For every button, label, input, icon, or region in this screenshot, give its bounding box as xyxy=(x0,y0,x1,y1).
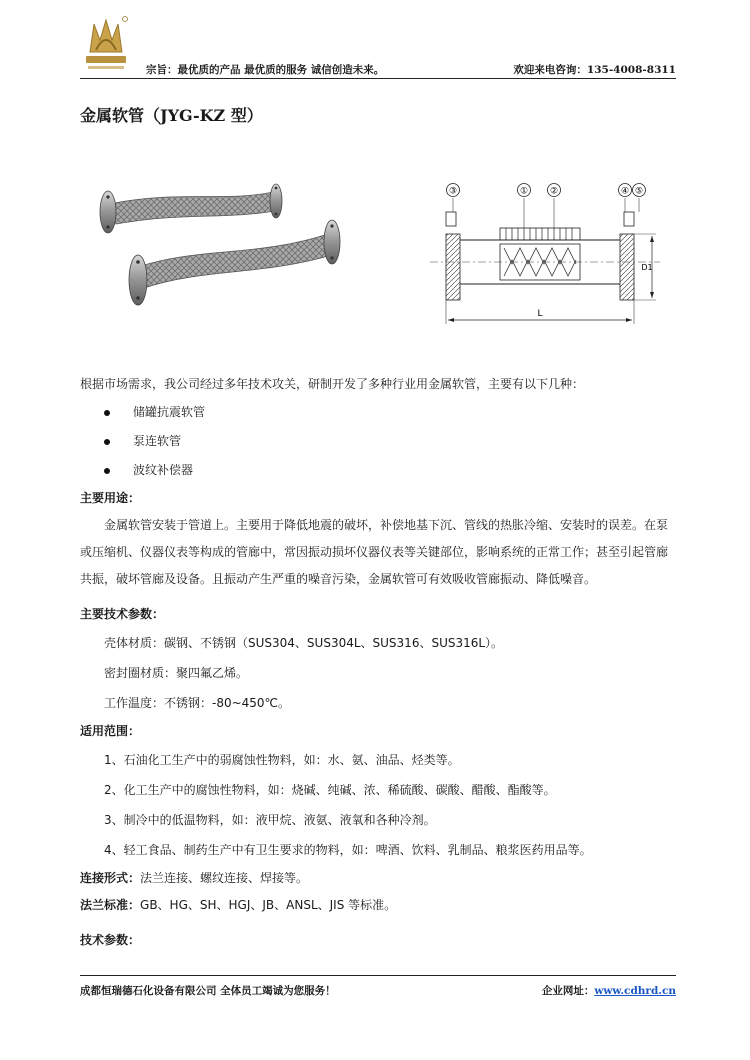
bullet-icon xyxy=(104,410,110,416)
scope-item: 3、制冷中的低温物料，如：液甲烷、液氨、液氧和各种冷剂。 xyxy=(104,813,436,827)
company-logo xyxy=(80,10,132,74)
scope-item: 4、轻工食品、制药生产中有卫生要求的物料，如：啤酒、饮料、乳制品、粮浆医药用品等。 xyxy=(104,843,592,857)
scope-item: 1、石油化工生产中的弱腐蚀性物料，如：水、氨、油品、烃类等。 xyxy=(104,753,460,767)
usage-heading: 主要用途： xyxy=(80,491,141,505)
metal-hose-photo xyxy=(88,172,358,322)
bullet-icon xyxy=(104,468,110,474)
param-working-temp: 工作温度：不锈钢：-80~450℃。 xyxy=(104,696,291,710)
dim-diameter: D1 xyxy=(641,263,653,272)
bullet-icon xyxy=(104,439,110,445)
callout-5: ⑤ xyxy=(634,186,644,197)
usage-paragraph: 金属软管安装于管道上。主要用于降低地震的破坏，补偿地基下沉、管线的热胀冷缩、安装时的误差。在泵或压缩机、仪器仪表等构成的管廊中，常因振动损坏仪器仪表等关键部位，影响系统的正常工作；甚至引起管廊共振，破坏管廊及设备。且振动产生严重的噪音污染，金属软管可有效吸收管廊振动、降低噪音。 xyxy=(80,518,669,586)
header-slogan: 宗旨：最优质的产品 最优质的服务 诚信创造未来。 xyxy=(146,64,385,76)
callout-2: ② xyxy=(549,186,559,197)
tech-params-heading: 技术参数： xyxy=(80,933,141,947)
param-shell-material: 壳体材质：碳钢、不锈钢（SUS304、SUS304L、SUS316、SUS316L）。 xyxy=(104,636,504,650)
footer-divider xyxy=(80,975,676,976)
params-heading: 主要技术参数： xyxy=(80,607,165,621)
header-hotline: 欢迎来电咨询：135-4008-8311 xyxy=(513,64,676,76)
list-item: 储罐抗震软管 xyxy=(80,398,676,427)
callout-1: ① xyxy=(519,186,529,197)
footer-website: 企业网址：www.cdhrd.cn xyxy=(541,985,676,997)
connection-type: 连接形式：法兰连接、螺纹连接、焊接等。 xyxy=(80,871,309,885)
product-list xyxy=(80,398,676,485)
structure-drawing xyxy=(420,172,670,342)
flange-standard: 法兰标准：GB、HG、SH、HGJ、JB、ANSL、JIS 等标准。 xyxy=(80,898,397,912)
page-title: 金属软管（JYG-KZ 型） xyxy=(80,106,263,125)
website-link[interactable]: www.cdhrd.cn xyxy=(594,985,676,997)
page-header xyxy=(80,10,676,80)
dim-length: L xyxy=(537,309,543,319)
header-divider xyxy=(80,78,676,79)
list-item: 泵连软管 xyxy=(80,427,676,456)
intro-paragraph: 根据市场需求，我公司经过多年技术攻关，研制开发了多种行业用金属软管，主要有以下几种： xyxy=(80,377,585,391)
scope-item: 2、化工生产中的腐蚀性物料，如：烧碱、纯碱、浓、稀硫酸、碳酸、醋酸、酯酸等。 xyxy=(104,783,556,797)
param-seal-material: 密封圈材质：聚四氟乙烯。 xyxy=(104,666,249,680)
scope-heading: 适用范围： xyxy=(80,724,141,738)
list-item: 波纹补偿器 xyxy=(80,456,676,485)
callout-3: ③ xyxy=(448,186,458,197)
callout-4: ④ xyxy=(620,186,630,197)
main-content xyxy=(80,372,676,954)
footer-company: 成都恒瑞德石化设备有限公司 全体员工竭诚为您服务！ xyxy=(80,985,336,997)
